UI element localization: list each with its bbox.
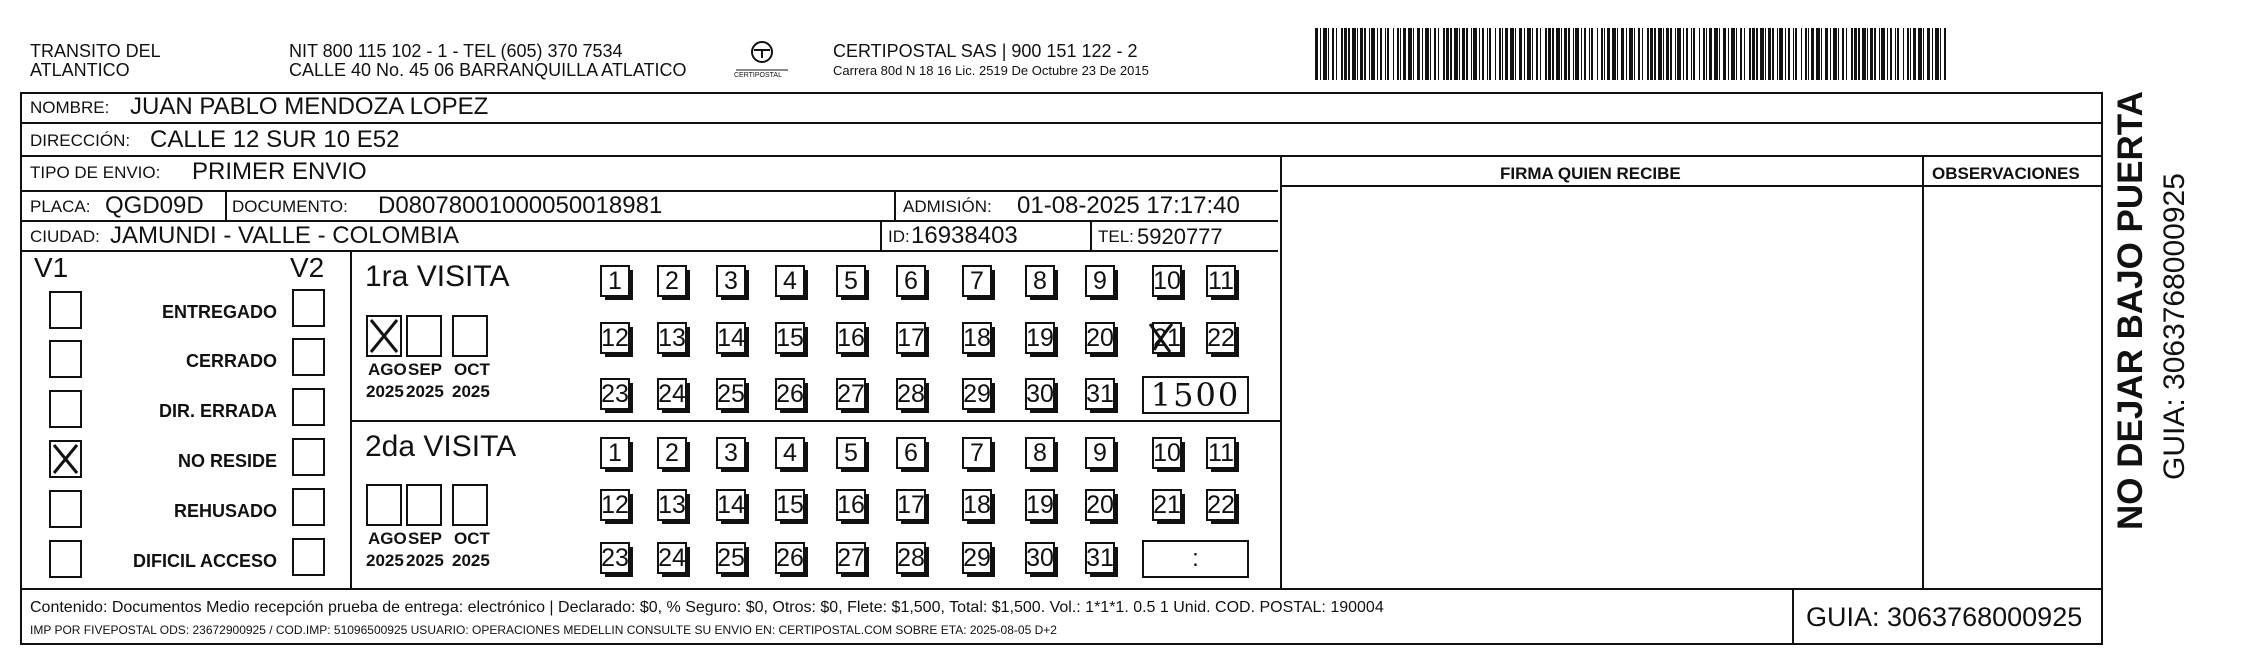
month-label: OCT <box>454 360 490 379</box>
day-checkbox[interactable]: 24 <box>657 378 687 410</box>
documento-value: D080780010000500189​81 <box>378 192 663 219</box>
v2-checkbox[interactable] <box>292 289 325 327</box>
day-checkbox[interactable]: 17 <box>896 322 926 354</box>
company-line: CERTIPOSTAL SAS | 900 151 122 - 2 <box>833 41 1138 61</box>
day-checkbox[interactable]: 20 <box>1085 489 1115 521</box>
day-checkbox[interactable]: 4 <box>775 265 805 297</box>
sender-name-line2: ATLANTICO <box>30 60 130 80</box>
second-visit-title: 2da VISITA <box>365 430 517 463</box>
day-checkbox[interactable]: 5 <box>836 265 866 297</box>
v1-checkbox[interactable] <box>49 540 82 578</box>
day-checkbox[interactable]: 16 <box>836 489 866 521</box>
day-checkbox[interactable]: 18 <box>962 322 992 354</box>
month-label: SEP <box>408 529 443 548</box>
day-checkbox[interactable]: 31 <box>1085 378 1115 410</box>
v1-label: V1 <box>34 252 69 283</box>
footer-print-line: IMP POR FIVEPOSTAL ODS: 23672900925 / COD.IMP: 51096500925 USUARIO: OPERACIONES MEDELLIN CONSULTE SU ENVIO EN: CERTIPOSTAL.COM SOBRE ETA: 2025-08-05 D+2 <box>30 623 1057 637</box>
nombre-label: NOMBRE: <box>30 98 110 117</box>
status-option-label: REHUSADO <box>173 501 277 521</box>
day-checkbox[interactable]: 29 <box>962 542 992 574</box>
day-checkbox[interactable]: 31 <box>1085 542 1115 574</box>
row-line <box>1280 185 2103 187</box>
status-option-label: DIFICIL ACCESO <box>132 551 277 571</box>
day-checkbox[interactable]: 14 <box>716 489 746 521</box>
v1-checkbox[interactable] <box>49 390 82 428</box>
day-checkbox[interactable]: 18 <box>962 489 992 521</box>
day-checkbox[interactable]: 12 <box>600 322 630 354</box>
first-visit-title: 1ra VISITA <box>365 260 510 293</box>
direccion-label: DIRECCIÓN: <box>30 131 131 150</box>
day-checkbox[interactable]: 26 <box>775 378 805 410</box>
day-checkbox[interactable]: 28 <box>896 378 926 410</box>
month-checkbox[interactable] <box>452 315 488 357</box>
row-line <box>20 155 2103 157</box>
tel-value: 5920777 <box>1137 224 1223 249</box>
day-checkbox[interactable]: 30 <box>1025 378 1055 410</box>
day-checkbox[interactable]: 30 <box>1025 542 1055 574</box>
col-line <box>1280 155 1282 588</box>
month-checkbox[interactable] <box>452 484 488 526</box>
tipo-envio-value: PRIMER ENVIO <box>192 158 367 185</box>
address-line: CALLE 40 No. 45 06 BARRANQUILLA ATLATICO <box>289 60 687 80</box>
day-checkbox[interactable]: 8 <box>1025 437 1055 469</box>
day-checkbox[interactable]: 28 <box>896 542 926 574</box>
day-checkbox[interactable]: 15 <box>775 322 805 354</box>
v2-checkbox[interactable] <box>292 538 325 576</box>
month-label: SEP <box>408 360 443 379</box>
day-checkbox[interactable]: 24 <box>657 542 687 574</box>
v2-checkbox[interactable] <box>292 388 325 426</box>
nombre-value: JUAN PABLO MENDOZA LOPEZ <box>130 93 489 120</box>
id-value: 16938403 <box>911 222 1018 249</box>
no-dejar-bajo-puerta: NO DEJAR BAJO PUERTA <box>2111 91 2150 530</box>
barcode-bar <box>1944 28 1946 80</box>
day-checkbox[interactable]: 15 <box>775 489 805 521</box>
month-label: AGO <box>368 360 407 379</box>
year-label: 2025 <box>452 551 490 570</box>
footer-guia-box: GUIA: 3063768000925 <box>1806 602 2083 632</box>
col-line <box>880 220 882 250</box>
status-option-label: NO RESIDE <box>177 451 277 471</box>
ciudad-value: JAMUNDI - VALLE - COLOMBIA <box>110 222 459 249</box>
col-line <box>894 190 896 222</box>
day-checkbox[interactable]: 12 <box>600 489 630 521</box>
tipo-envio-label: TIPO DE ENVIO: <box>30 163 161 182</box>
status-option-label: ENTREGADO <box>161 302 277 322</box>
day-checkbox[interactable]: 1 <box>600 437 630 469</box>
day-checkbox[interactable]: 21 <box>1152 322 1182 354</box>
v2-checkbox[interactable] <box>292 438 325 476</box>
placa-label: PLACA: <box>30 197 91 216</box>
license-line: Carrera 80d N 18 16 Lic. 2519 De Octubre 23 De 2015 <box>833 63 1149 78</box>
observaciones-header: OBSERVACIONES <box>1932 164 2080 183</box>
day-checkbox[interactable]: 19 <box>1025 489 1055 521</box>
day-checkbox[interactable]: 16 <box>836 322 866 354</box>
day-checkbox[interactable]: 7 <box>962 265 992 297</box>
day-checkbox[interactable]: 19 <box>1025 322 1055 354</box>
day-checkbox[interactable]: 9 <box>1085 265 1115 297</box>
ciudad-label: CIUDAD: <box>30 227 100 246</box>
v2-label: V2 <box>290 252 325 283</box>
day-checkbox[interactable]: 13 <box>657 489 687 521</box>
month-checkbox[interactable] <box>406 315 442 357</box>
col-line <box>225 190 227 222</box>
footer-content-line: Contenido: Documentos Medio recepción prueba de entrega: electrónico | Declarado: $0, % Seguro: $0, Otros: $0, Flete: $1,500, Total: $1,500. Vol.: 1*1*1. 0.5 1 Unid. COD. POSTAL: 190004 <box>30 599 1384 616</box>
row-line <box>20 250 1278 252</box>
month-label: AGO <box>368 529 407 548</box>
day-checkbox[interactable]: 27 <box>836 378 866 410</box>
time-field[interactable]: : <box>1142 540 1249 578</box>
col-line <box>1922 155 1924 588</box>
barcode <box>1315 28 1950 80</box>
day-checkbox[interactable]: 2 <box>657 265 687 297</box>
day-checkbox[interactable]: 25 <box>716 378 746 410</box>
day-checkbox[interactable]: 6 <box>896 437 926 469</box>
v1-checkbox[interactable] <box>49 340 82 378</box>
month-checkbox[interactable] <box>366 315 402 357</box>
day-checkbox[interactable]: 5 <box>836 437 866 469</box>
day-checkbox[interactable]: 25 <box>716 542 746 574</box>
nit-line: NIT 800 115 102 - 1 - TEL (605) 370 7534 <box>289 41 623 61</box>
year-label: 2025 <box>452 382 490 401</box>
day-checkbox[interactable]: 22 <box>1206 489 1236 521</box>
side-guia-number: GUIA: 3063768000925 <box>2158 173 2191 480</box>
day-checkbox[interactable]: 6 <box>896 265 926 297</box>
year-label: 2025 <box>366 551 404 570</box>
v1-checkbox[interactable] <box>49 440 82 478</box>
tel-label: TEL: <box>1098 227 1134 246</box>
day-checkbox[interactable]: 3 <box>716 437 746 469</box>
day-checkbox[interactable]: 10 <box>1152 437 1182 469</box>
day-checkbox[interactable]: 7 <box>962 437 992 469</box>
year-label: 2025 <box>366 382 404 401</box>
v1-checkbox[interactable] <box>49 291 82 329</box>
day-checkbox[interactable]: 13 <box>657 322 687 354</box>
admision-label: ADMISIÓN: <box>903 197 992 216</box>
day-checkbox[interactable]: 11 <box>1206 437 1236 469</box>
day-checkbox[interactable]: 20 <box>1085 322 1115 354</box>
admision-value: 01-08-2025 17:17:40 <box>1017 192 1240 219</box>
direccion-value: CALLE 12 SUR 10 E52 <box>150 126 400 153</box>
day-checkbox[interactable]: 17 <box>896 489 926 521</box>
day-checkbox[interactable]: 21 <box>1152 489 1182 521</box>
id-label: ID: <box>888 227 910 246</box>
status-option-label: CERRADO <box>185 351 277 371</box>
placa-value: QGD09D <box>105 192 204 219</box>
documento-label: DOCUMENTO: <box>232 197 348 216</box>
day-checkbox[interactable]: 26 <box>775 542 805 574</box>
day-checkbox[interactable]: 29 <box>962 378 992 410</box>
day-checkbox[interactable]: 27 <box>836 542 866 574</box>
sender-name-line1: TRANSITO DEL <box>30 41 161 61</box>
day-checkbox[interactable]: 23 <box>600 378 630 410</box>
day-checkbox[interactable]: 23 <box>600 542 630 574</box>
year-label: 2025 <box>406 551 444 570</box>
footer-line <box>20 588 2103 590</box>
v2-checkbox[interactable] <box>292 338 325 376</box>
day-checkbox[interactable]: 4 <box>775 437 805 469</box>
month-checkbox[interactable] <box>406 484 442 526</box>
col-line <box>1792 588 1794 645</box>
day-checkbox[interactable]: 1 <box>600 265 630 297</box>
v2-checkbox[interactable] <box>292 488 325 526</box>
day-checkbox[interactable]: 8 <box>1025 265 1055 297</box>
col-line <box>1090 220 1092 250</box>
day-checkbox[interactable]: 3 <box>716 265 746 297</box>
day-checkbox[interactable]: 14 <box>716 322 746 354</box>
certipostal-logo <box>730 38 794 82</box>
logo-text: CERTIPOSTAL <box>734 72 782 79</box>
handwritten-time[interactable]: 1500 <box>1142 376 1249 414</box>
visits-divider <box>350 420 1280 422</box>
firma-header: FIRMA QUIEN RECIBE <box>1500 164 1681 183</box>
v1-checkbox[interactable] <box>49 490 82 528</box>
day-checkbox[interactable]: 9 <box>1085 437 1115 469</box>
day-checkbox[interactable]: 10 <box>1152 265 1182 297</box>
day-checkbox[interactable]: 2 <box>657 437 687 469</box>
row-line <box>20 122 2103 124</box>
status-option-label: DIR. ERRADA <box>158 401 277 421</box>
month-label: OCT <box>454 529 490 548</box>
day-checkbox[interactable]: 11 <box>1206 265 1236 297</box>
col-line <box>350 250 352 588</box>
year-label: 2025 <box>406 382 444 401</box>
day-checkbox[interactable]: 22 <box>1206 322 1236 354</box>
month-checkbox[interactable] <box>366 484 402 526</box>
